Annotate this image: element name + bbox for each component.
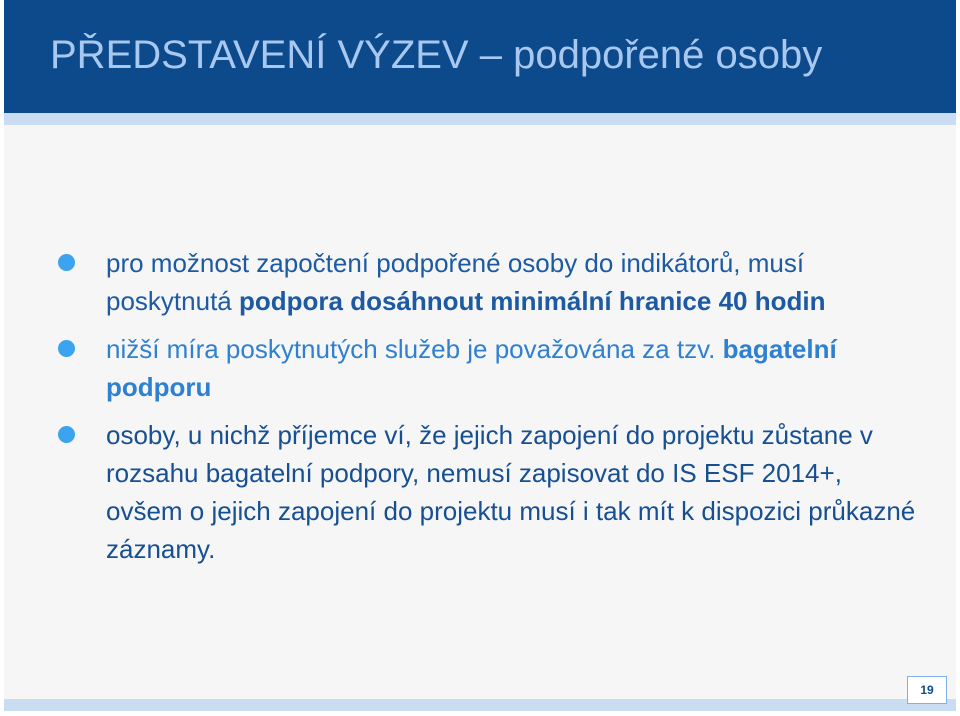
bullet-1-emphasis: podpora dosáhnout minimální hranice 40 hodin <box>238 286 826 316</box>
footer-stripe <box>4 699 956 711</box>
bullet-1-text: pro možnost započtení podpořené osoby do indikátorů, musí poskytnutá <box>106 248 805 316</box>
bullet-3-text: osoby, u nichž příjemce ví, že jejich zapojení do projektu zůstane v rozsahu bagatelní podpory, nemusí zapisovat do IS ESF 2014+, ovšem o jejich zapojení do projektu musí i tak mít k dispozici průkazné záznamy. <box>106 420 916 564</box>
bullet-item-1 <box>58 244 918 320</box>
bullet-2-text: nižší míra poskytnutých služeb je považována za tzv. <box>106 334 723 364</box>
bullet-list <box>58 244 918 568</box>
title-bar <box>4 0 956 113</box>
bullet-item-3 <box>58 416 918 568</box>
slide-title: PŘEDSTAVENÍ VÝZEV – podpořené osoby <box>50 33 823 77</box>
bullet-dot-icon <box>58 426 75 443</box>
header-stripe <box>4 113 956 125</box>
bullet-dot-icon <box>58 254 75 271</box>
page-number-badge <box>907 676 947 704</box>
bullet-2-emphasis: bagatelní podporu <box>106 334 837 402</box>
page-number: 19 <box>920 683 934 697</box>
bullet-dot-icon <box>58 340 75 357</box>
bullet-item-2 <box>58 330 918 406</box>
